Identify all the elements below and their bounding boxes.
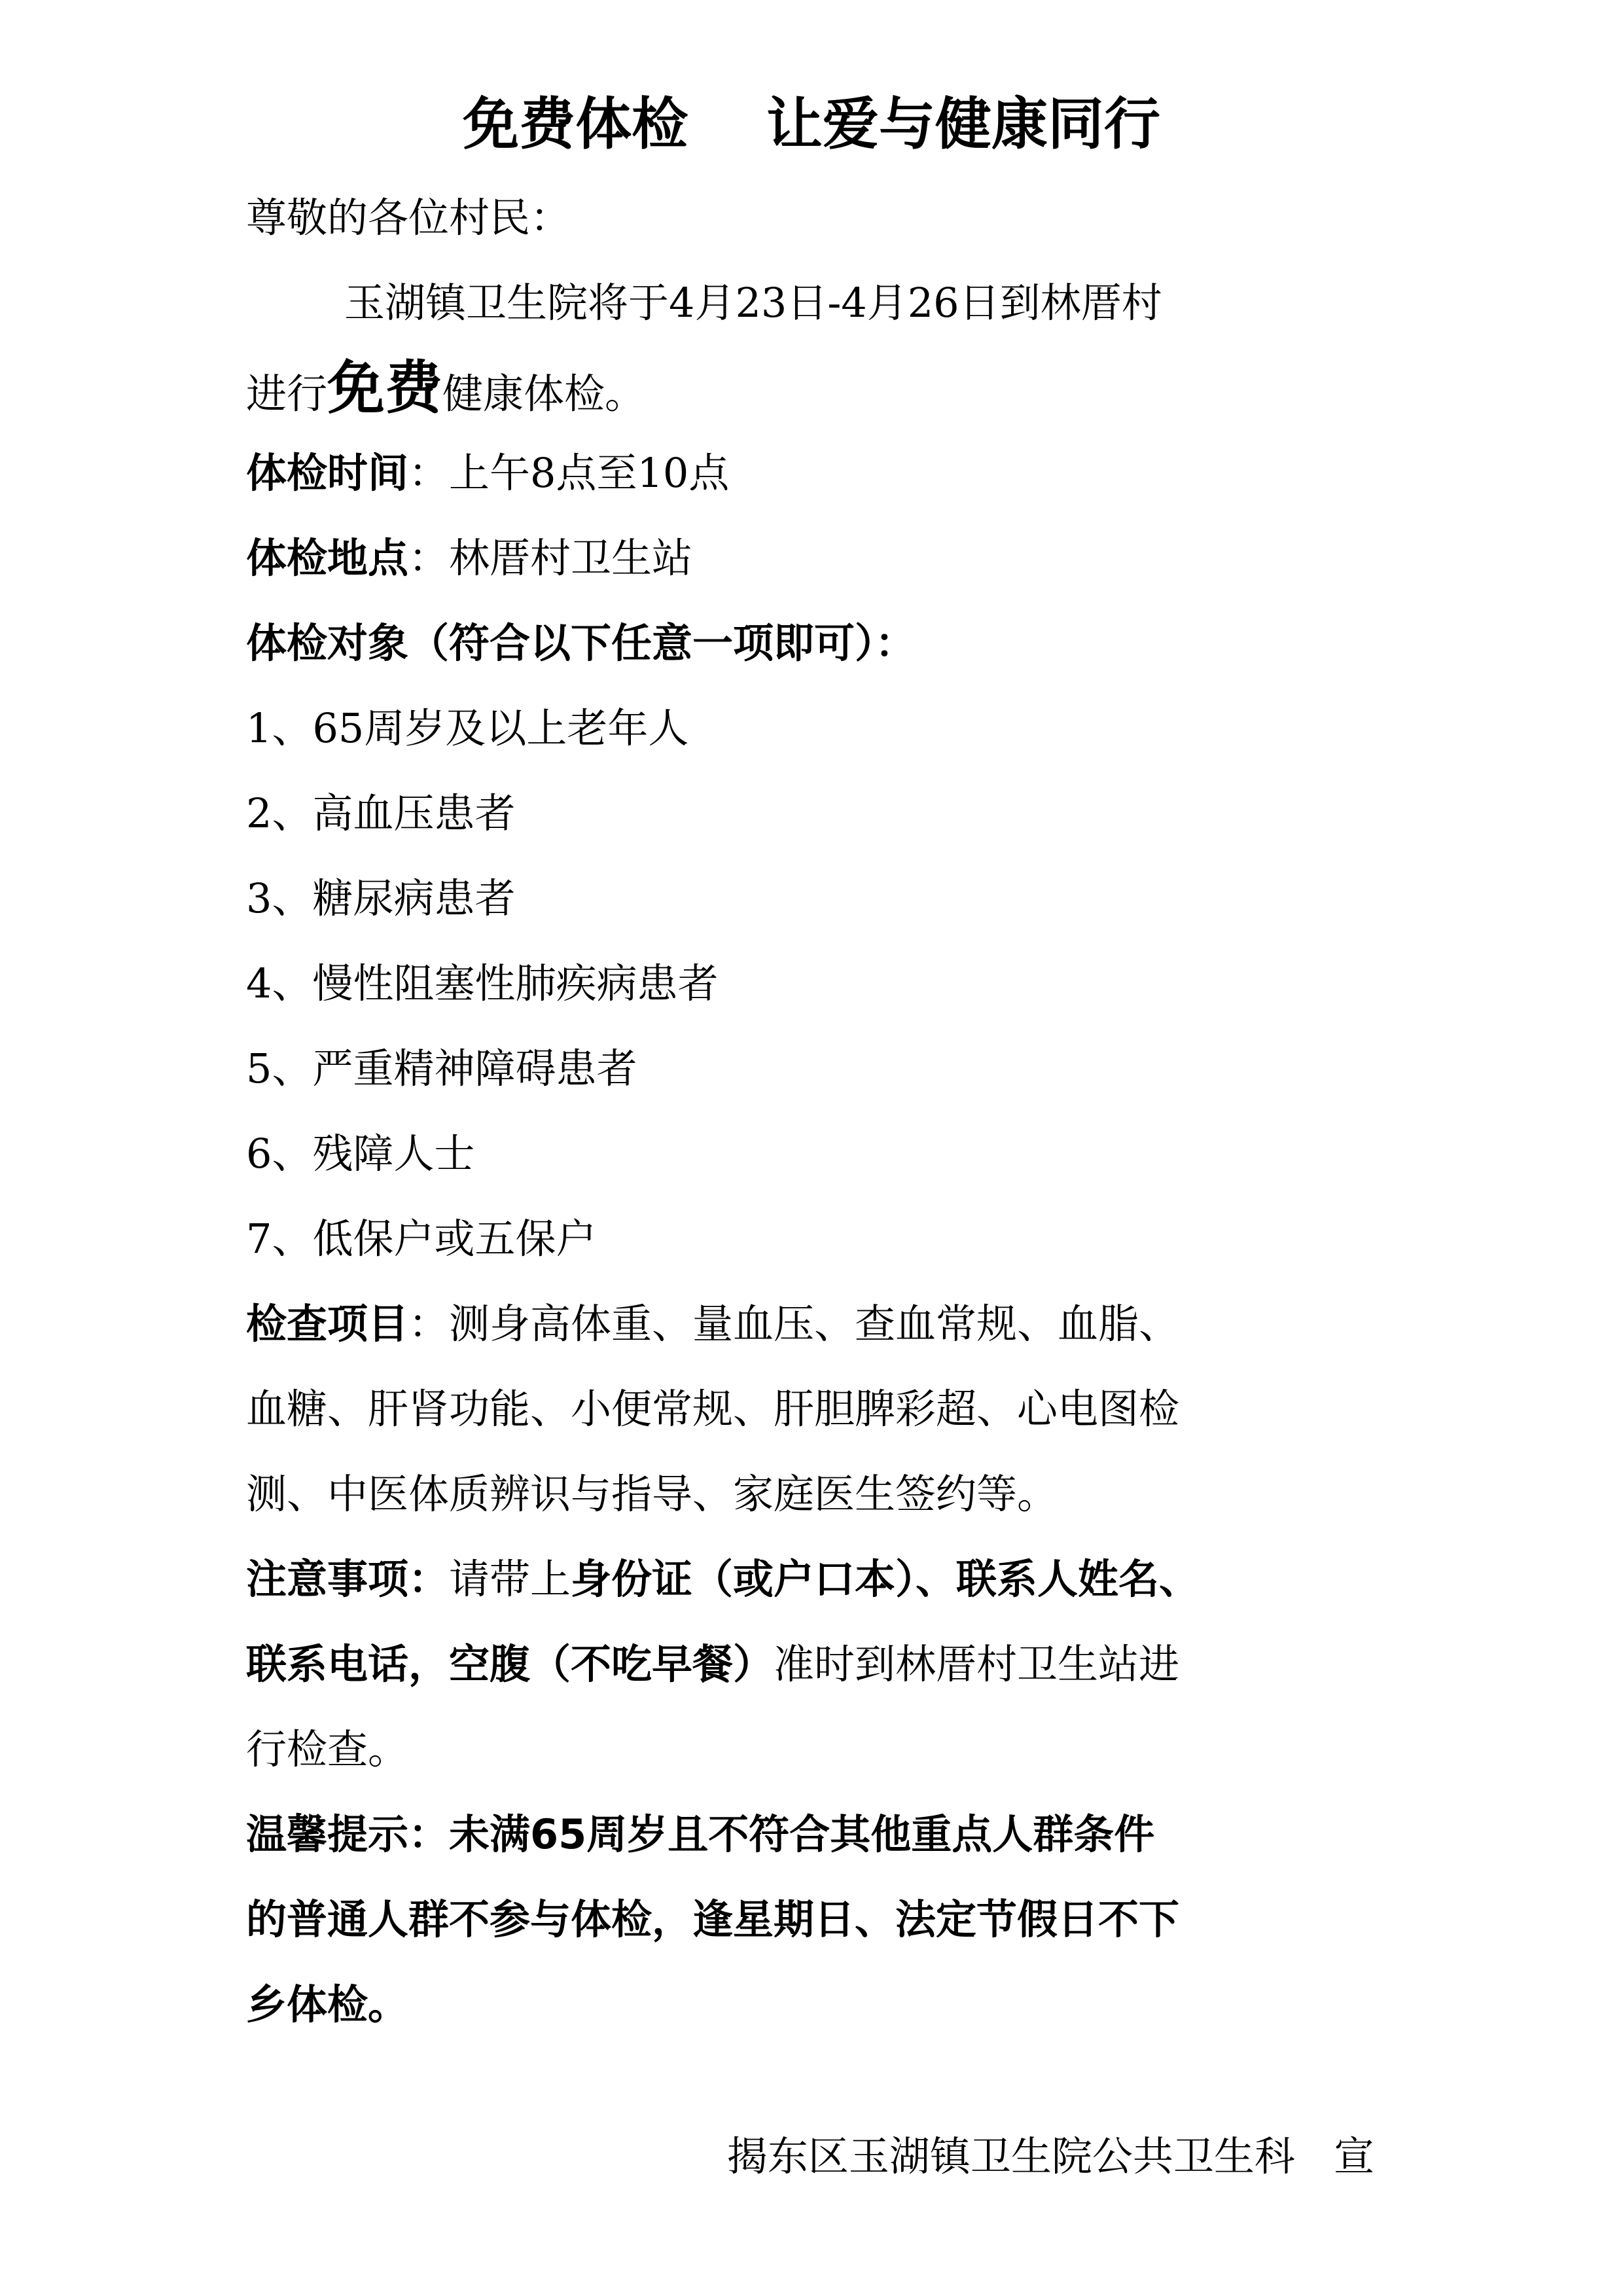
signature: 揭东区玉湖镇卫生院公共卫生科 宣 xyxy=(726,2132,1374,2180)
target-item: 4、慢性阻塞性肺疾病患者 xyxy=(246,960,719,1007)
notes-line-3: 行检查。 xyxy=(246,1725,409,1773)
exam-items-label: 检查项目 xyxy=(246,1300,409,1348)
intro-line-2 xyxy=(246,346,1385,431)
target-item: 7、低保户或五保户 xyxy=(246,1215,597,1263)
exam-time-label: 体检时间 xyxy=(246,449,409,497)
exam-items-line-2: 血糖、肝肾功能、小便常规、肝胆脾彩超、心电图检 xyxy=(246,1385,1180,1433)
intro-prefix: 进行 xyxy=(246,370,328,418)
notice-body xyxy=(246,175,1385,2047)
targets-heading: 体检对象（符合以下任意一项即可）： xyxy=(246,619,916,667)
intro-line-1: 玉湖镇卫生院将于4月23日-4月26日到林厝村 xyxy=(344,279,1162,327)
exam-items-line-1 xyxy=(246,1282,1385,1367)
exam-place xyxy=(246,516,1385,601)
notes-text-1: 请带上 xyxy=(449,1555,571,1603)
exam-time-value: 上午8点至10点 xyxy=(449,449,730,497)
notes-bold-1: 身份证（或户口本）、联系人姓名、 xyxy=(571,1555,1200,1603)
notes-label: 注意事项： xyxy=(246,1555,450,1603)
target-item: 5、严重精神障碍患者 xyxy=(246,1045,637,1092)
exam-place-value: 林厝村卫生站 xyxy=(449,534,693,582)
notes-text-2: 准时到林厝村卫生站进 xyxy=(774,1640,1180,1688)
tips-line-2: 的普通人群不参与体检，逢星期日、法定节假日不下 xyxy=(246,1895,1180,1943)
tips-line-3: 乡体检。 xyxy=(246,1981,409,2028)
exam-time xyxy=(246,431,1385,516)
notes-line-2 xyxy=(246,1622,1385,1707)
intro-suffix: 健康体检。 xyxy=(442,370,646,418)
exam-time-colon: ： xyxy=(408,449,450,497)
tips-line-1: 温馨提示：未满65周岁且不符合其他重点人群条件 xyxy=(246,1810,1155,1858)
target-item: 6、残障人士 xyxy=(246,1130,475,1177)
exam-items-text: ：测身高体重、量血压、查血常规、血脂、 xyxy=(408,1300,1180,1348)
exam-items-line-3: 测、中医体质辨识与指导、家庭医生签约等。 xyxy=(246,1470,1058,1518)
page-title: 免费体检 让爱与健康同行 xyxy=(463,92,1160,157)
exam-place-label: 体检地点 xyxy=(246,534,409,582)
notes-line-1 xyxy=(246,1537,1385,1622)
greeting: 尊敬的各位村民： xyxy=(246,194,571,242)
notes-bold-2: 联系电话，空腹（不吃早餐） xyxy=(246,1640,774,1688)
target-item: 1、65周岁及以上老年人 xyxy=(246,704,689,752)
exam-place-colon: ： xyxy=(408,534,450,582)
target-item: 2、高血压患者 xyxy=(246,789,516,837)
target-item: 3、糖尿病患者 xyxy=(246,874,516,922)
free-emphasis: 免费 xyxy=(327,354,443,422)
